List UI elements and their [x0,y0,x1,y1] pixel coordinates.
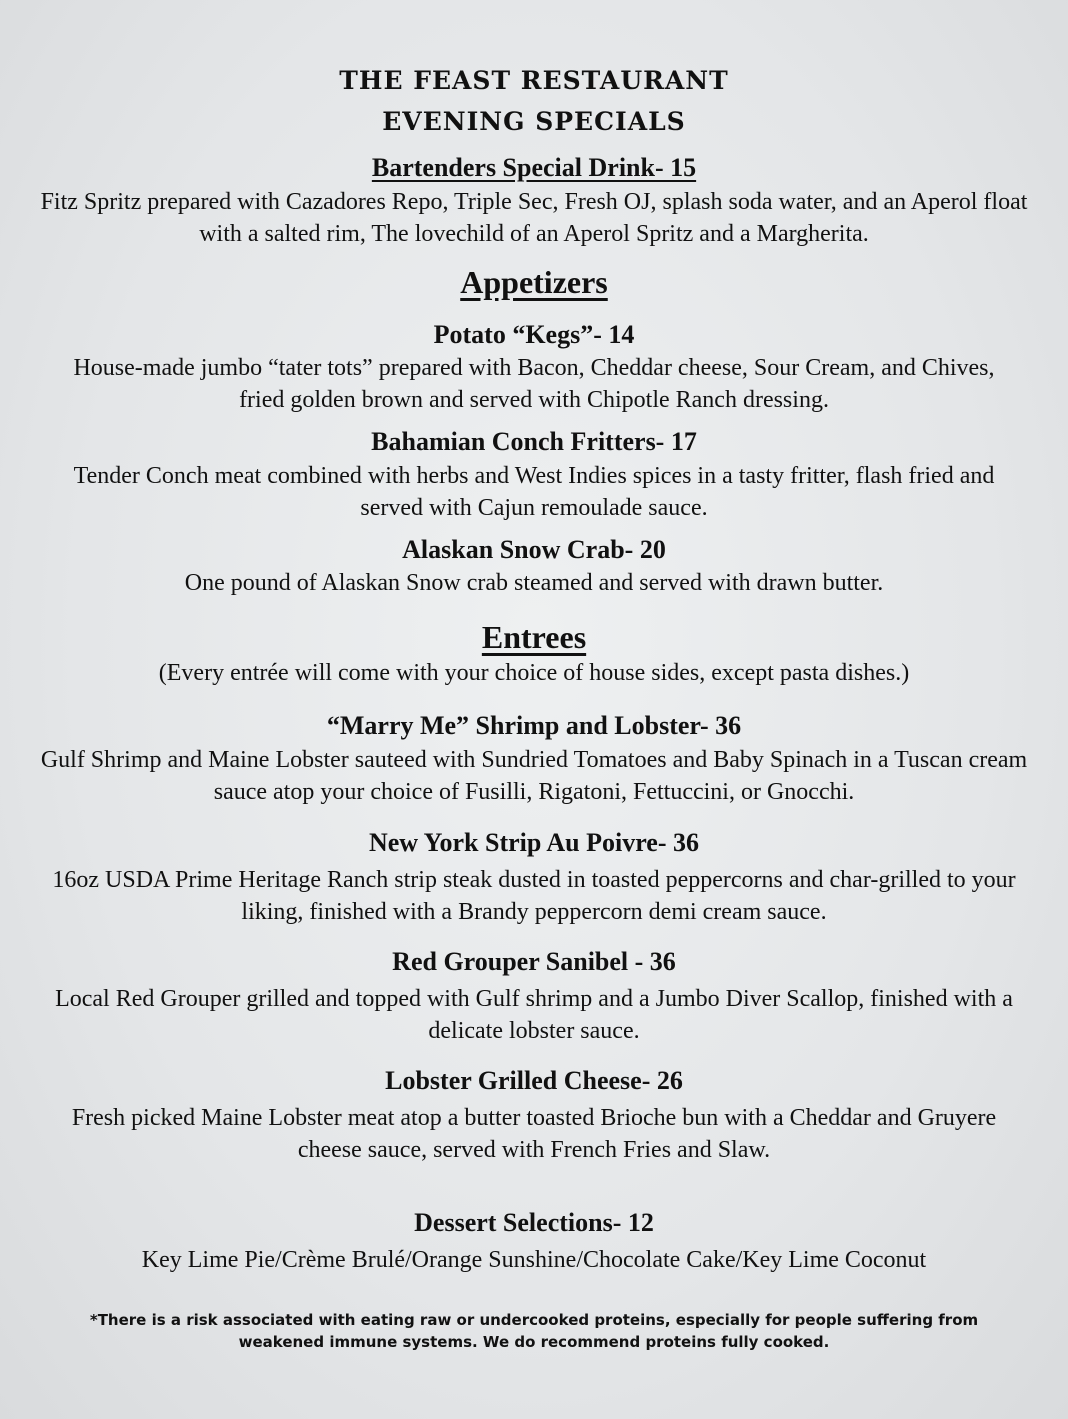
entree-title: Lobster Grilled Cheese- 26 [385,1066,683,1095]
entree-description: Gulf Shrimp and Maine Lobster sauteed with Sundried Tomatoes and Baby Spinach in a Tuscan cream sauce atop your choice of Fusilli, Rigatoni, Fettuccini, or Gnocchi. [40,747,1028,805]
bartender-special-description: Fitz Spritz prepared with Cazadores Repo, Triple Sec, Fresh OJ, splash soda water, and an Aperol float with a salted rim, The lovechild of an Aperol Spritz and a Margherita. [40,189,1028,247]
appetizer-description: House-made jumbo “tater tots” prepared with Bacon, Cheddar cheese, Sour Cream, and Chives, fried golden brown and served with Chipotle Ranch dressing. [73,355,995,413]
entree-title: Red Grouper Sanibel - 36 [392,947,676,976]
appetizer-description: Tender Conch meat combined with herbs and West Indies spices in a tasty fritter, flash fried and served with Cajun remoulade sauce. [73,463,995,521]
restaurant-name: THE FEAST RESTAURANT [339,66,729,95]
appetizer-title: Bahamian Conch Fritters- 17 [371,427,697,456]
bartender-special-title: Bartenders Special Drink- 15 [371,153,697,182]
appetizers-heading: Appetizers [460,264,608,300]
dessert-description: Key Lime Pie/Crème Brulé/Orange Sunshine/Chocolate Cake/Key Lime Coconut [141,1247,927,1273]
entrees-note: (Every entrée will come with your choice of house sides, except pasta dishes.) [158,660,910,686]
specials-title: EVENING SPECIALS [382,107,686,136]
entrees-heading: Entrees [481,619,587,655]
entree-description: Local Red Grouper grilled and topped with Gulf shrimp and a Jumbo Diver Scallop, finished with a delicate lobster sauce. [55,986,1013,1044]
entree-title: “Marry Me” Shrimp and Lobster- 36 [326,711,742,740]
allergy-disclaimer: *There is a risk associated with eating raw or undercooked proteins, especially for people suffering from weakened immune systems. We do recommend proteins fully cooked. [89,1311,979,1351]
entree-title: New York Strip Au Poivre- 36 [368,828,700,857]
appetizer-title: Alaskan Snow Crab- 20 [402,535,666,564]
dessert-title: Dessert Selections- 12 [414,1208,654,1237]
entree-description: 16oz USDA Prime Heritage Ranch strip steak dusted in toasted peppercorns and char-grilled to your liking, finished with a Brandy peppercorn demi cream sauce. [52,867,1016,925]
appetizer-description: One pound of Alaskan Snow crab steamed and served with drawn butter. [184,570,884,596]
appetizer-title: Potato “Kegs”- 14 [433,320,635,349]
entree-description: Fresh picked Maine Lobster meat atop a butter toasted Brioche bun with a Cheddar and Gruyere cheese sauce, served with French Fries and Slaw. [71,1105,997,1163]
